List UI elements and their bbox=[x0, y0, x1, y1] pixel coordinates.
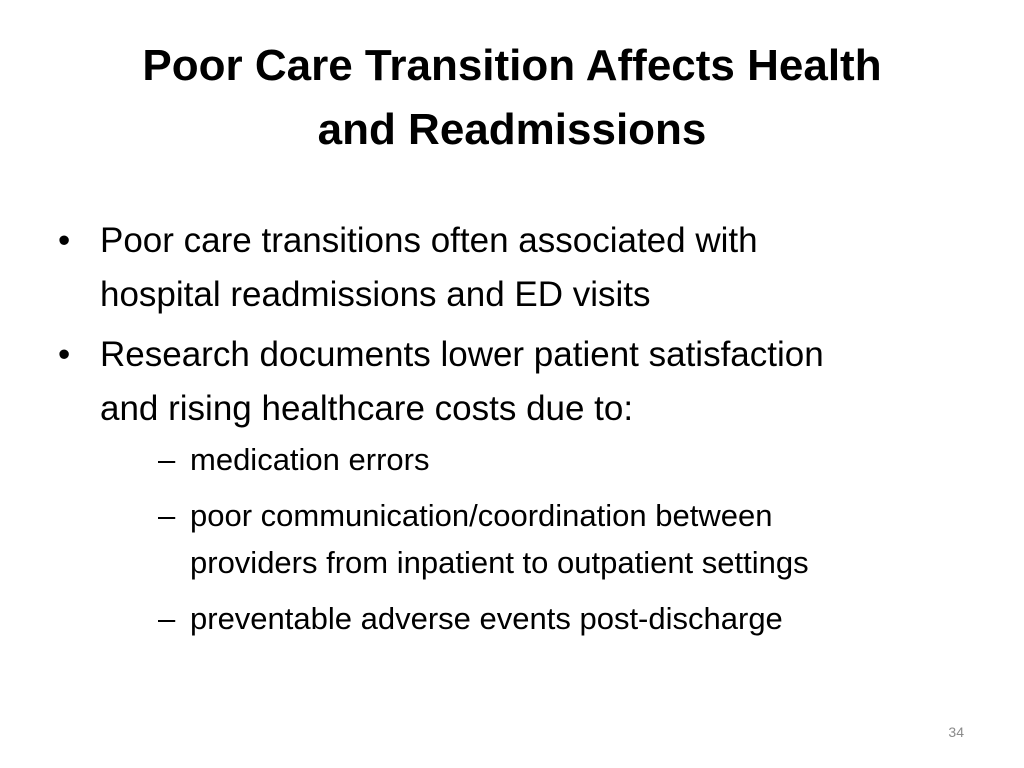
bullet-line: and rising healthcare costs due to: bbox=[100, 389, 634, 428]
bullet-line: hospital readmissions and ED visits bbox=[100, 275, 651, 314]
bullet-item-readmissions bbox=[56, 214, 956, 322]
bullet-line: Poor care transitions often associated with bbox=[100, 221, 758, 260]
bullet-marker: • bbox=[58, 335, 71, 374]
bullet-list bbox=[56, 214, 956, 651]
sub-bullet-item-medication-errors bbox=[100, 436, 956, 483]
sub-bullet-line: poor communication/coordination between bbox=[190, 498, 773, 533]
bullet-item-research bbox=[56, 328, 956, 642]
bullet-line: Research documents lower patient satisfaction bbox=[100, 335, 824, 374]
slide-title-line-1: Poor Care Transition Affects Health bbox=[142, 41, 882, 90]
sub-bullet-line: medication errors bbox=[190, 442, 430, 477]
sub-bullet-marker: – bbox=[158, 442, 176, 477]
sub-bullet-list bbox=[100, 436, 956, 642]
sub-bullet-line: providers from inpatient to outpatient settings bbox=[190, 545, 809, 580]
bullet-marker: • bbox=[58, 221, 71, 260]
slide-title bbox=[60, 34, 964, 162]
sub-bullet-marker: – bbox=[158, 498, 176, 533]
sub-bullet-line: preventable adverse events post-discharge bbox=[190, 601, 783, 636]
sub-bullet-item-communication bbox=[100, 492, 956, 586]
slide-title-line-2: and Readmissions bbox=[317, 105, 707, 154]
sub-bullet-item-adverse-events bbox=[100, 595, 956, 642]
sub-bullet-marker: – bbox=[158, 601, 176, 636]
page-number: 34 bbox=[948, 724, 964, 740]
